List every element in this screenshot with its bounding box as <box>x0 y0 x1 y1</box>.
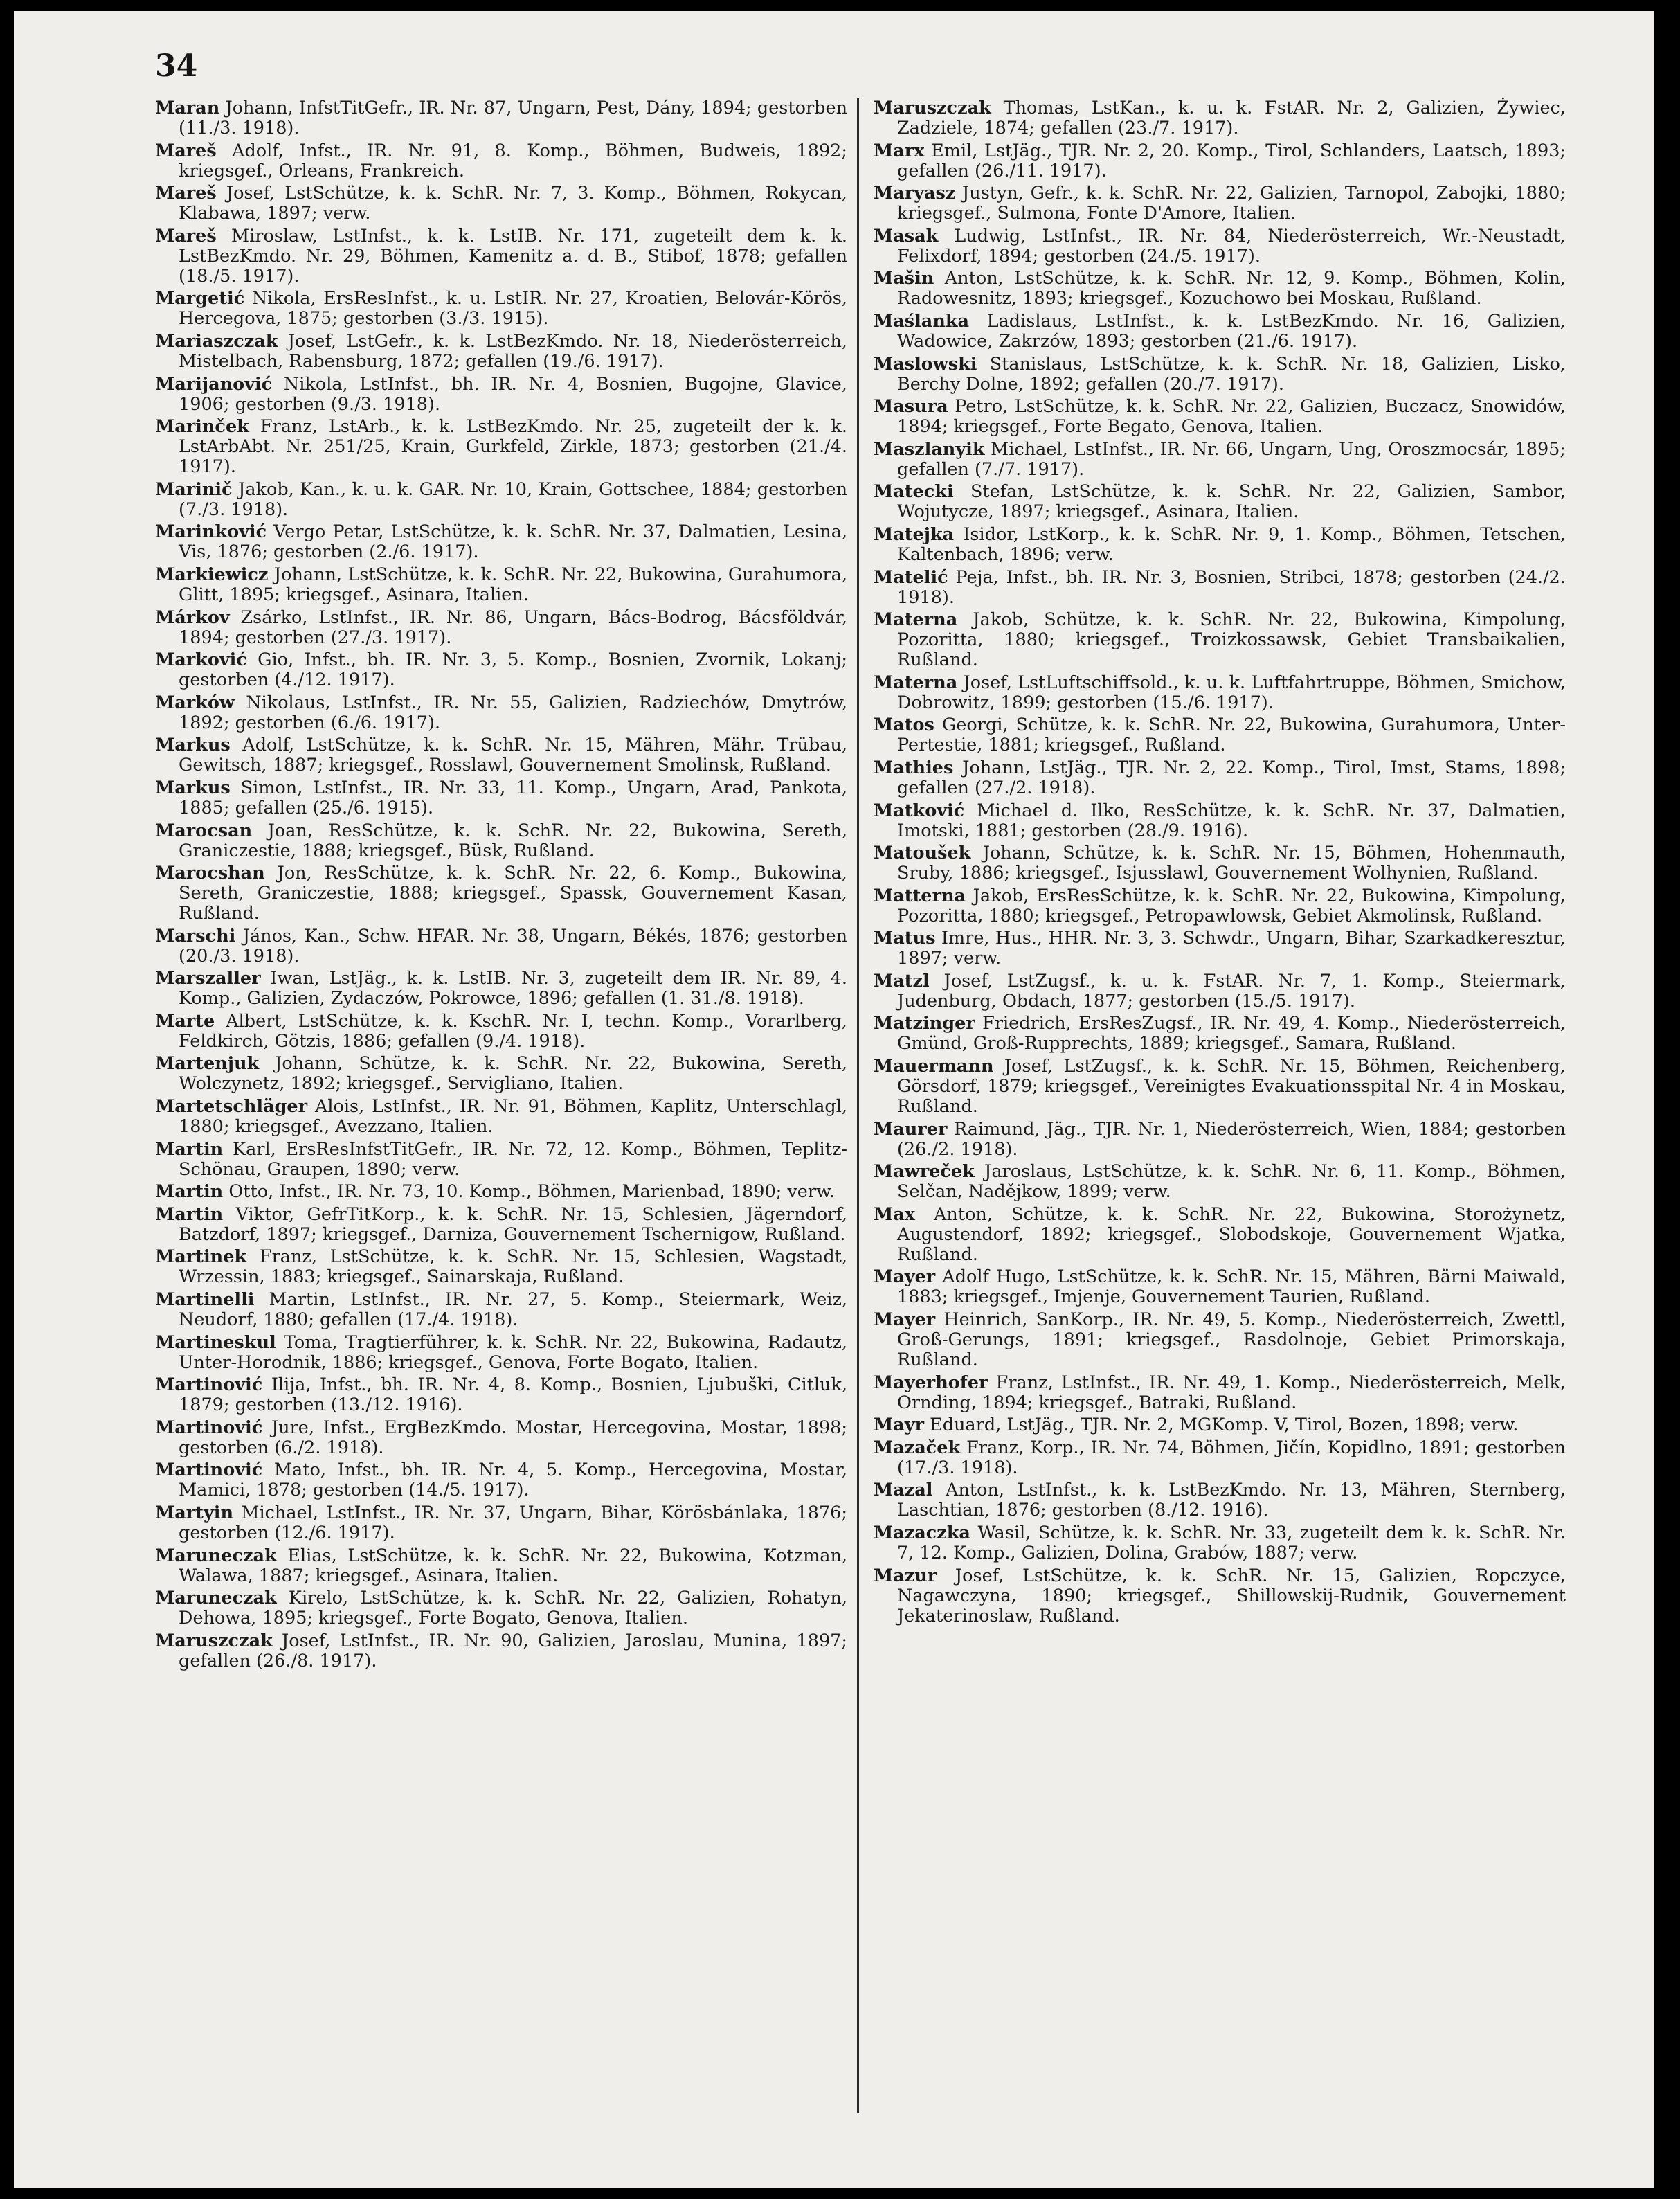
entry-surname: Matus <box>874 928 936 949</box>
entry-details: Albert, LstSchütze, k. k. KschR. Nr. I, techn. Komp., Vorarlberg, Feldkirch, Götzis, 1886; gefallen (9./4. 1918). <box>179 1010 848 1052</box>
entry-details: Adolf, Infst., IR. Nr. 91, 8. Komp., Böhmen, Budweis, 1892; kriegsgef., Orleans, Frankreich. <box>179 140 847 181</box>
register-entry <box>874 1014 1566 1054</box>
entry-details: Wasil, Schütze, k. k. SchR. Nr. 33, zugeteilt dem k. k. SchR. Nr. 7, 12. Komp., Galizien, Dolina, Grabów, 1887; verw. <box>897 1523 1566 1563</box>
register-entry <box>155 1418 847 1458</box>
entry-details: Mato, Infst., bh. IR. Nr. 4, 5. Komp., Hercegovina, Mostar, Mamici, 1878; gestorben (14./5. 1917). <box>179 1460 847 1501</box>
entry-surname: Matković <box>874 800 965 821</box>
entry-details: Alois, LstInfst., IR. Nr. 91, Böhmen, Kaplitz, Unterschlagl, 1880; kriegsgef., Avezzano, Italien. <box>179 1096 847 1138</box>
entry-surname: Marijanović <box>155 373 273 395</box>
entry-surname: Martinelli <box>155 1289 255 1311</box>
entry-surname: Markiewicz <box>155 564 269 585</box>
register-entry <box>155 417 847 477</box>
page <box>14 11 1654 2188</box>
entry-details: Josef, LstZugsf., k. u. k. FstAR. Nr. 7, 1. Komp., Steiermark, Judenburg, Obdach, 1877; gestorben (15./5. 1917). <box>897 970 1566 1012</box>
entry-details: Martin, LstInfst., IR. Nr. 27, 5. Komp., Steiermark, Weiz, Neudorf, 1880; gefallen (17./4. 1918). <box>179 1289 847 1331</box>
register-entry <box>874 568 1566 608</box>
entry-surname: Matelić <box>874 566 948 588</box>
register-entry <box>874 183 1566 224</box>
entry-details: Vergo Petar, LstSchütze, k. k. SchR. Nr. 37, Dalmatien, Lesina, Vis, 1876; gestorben (2./6. 1917). <box>179 521 847 563</box>
register-entry <box>155 1012 847 1052</box>
register-entry <box>155 778 847 818</box>
entry-details: Franz, Korp., IR. Nr. 74, Böhmen, Jičín, Kopidlno, 1891; gestorben (17./3. 1918). <box>897 1437 1566 1478</box>
entry-details: Jon, ResSchütze, k. k. SchR. Nr. 22, 6. Komp., Bukowina, Sereth, Graniczestie, 1888; kriegsgef., Spassk, Gouvernement Kasan, Rußland. <box>179 863 847 924</box>
entry-details: Kirelo, LstSchütze, k. k. SchR. Nr. 22, Galizien, Rohatyn, Dehowa, 1895; kriegsgef., Forte Bogato, Genova, Italien. <box>179 1588 847 1629</box>
entry-surname: Matoušek <box>874 843 971 864</box>
register-entry <box>874 482 1566 522</box>
register-entry <box>874 98 1566 138</box>
register-entry <box>874 1523 1566 1563</box>
entry-surname: Maran <box>155 98 220 118</box>
register-entry <box>155 863 847 924</box>
entry-surname: Martin <box>155 1138 224 1160</box>
register-entry <box>155 608 847 648</box>
register-entry <box>155 226 847 287</box>
entry-details: Otto, Infst., IR. Nr. 73, 10. Komp., Böhmen, Marienbad, 1890; verw. <box>228 1181 835 1203</box>
register-entry <box>155 735 847 775</box>
register-entry <box>155 98 847 138</box>
entry-details: Nikola, LstInfst., bh. IR. Nr. 4, Bosnien, Bugojne, Glavice, 1906; gestorben (9./3. 1918). <box>179 373 847 415</box>
register-entry <box>155 926 847 967</box>
entry-details: Josef, LstSchütze, k. k. SchR. Nr. 15, Galizien, Ropczyce, Nagawczyna, 1890; kriegsgef., Shillowskij-Rudnik, Gouvernement Jekaterinoslaw, Rußland. <box>897 1565 1566 1626</box>
register-entry <box>874 354 1566 395</box>
register-entry <box>155 1140 847 1180</box>
entry-surname: Mawreček <box>874 1161 975 1183</box>
register-entry <box>874 1057 1566 1117</box>
entry-details: Josef, LstSchütze, k. k. SchR. Nr. 7, 3. Komp., Böhmen, Rokycan, Klabawa, 1897; verw. <box>179 183 848 224</box>
page-number: 34 <box>155 48 198 84</box>
register-entry <box>155 650 847 690</box>
entry-details: Heinrich, SanKorp., IR. Nr. 49, 5. Komp., Niederösterreich, Zwettl, Groß-Gerungs, 1891; kriegsgef., Rasdolnoje, Gebiet Primorskaja, Rußland. <box>897 1309 1566 1371</box>
register-entry <box>155 183 847 224</box>
entry-details: Justyn, Gefr., k. k. SchR. Nr. 22, Galizien, Tarnopol, Zabojki, 1880; kriegsgef., Sulmona, Fonte D'Amore, Italien. <box>897 183 1566 224</box>
right-column <box>874 98 1566 1628</box>
entry-surname: Mareš <box>155 225 217 246</box>
entry-surname: Mariaszczak <box>155 330 278 352</box>
entry-details: Franz, LstArb., k. k. LstBezKmdo. Nr. 25, zugeteilt der k. k. LstArbAbt. Nr. 251/25, Krain, Gurkfeld, Zirkle, 1873; gestorben (21./4. 1917). <box>179 416 847 478</box>
entry-details: Emil, LstJäg., TJR. Nr. 2, 20. Komp., Tirol, Schlanders, Laatsch, 1893; gefallen (26./11. 1917). <box>897 140 1566 181</box>
register-entry <box>155 522 847 562</box>
entry-details: Michael, LstInfst., IR. Nr. 66, Ungarn, Ung, Oroszmocsár, 1895; gefallen (7./7. 1917). <box>897 438 1566 480</box>
register-entry <box>155 693 847 733</box>
register-entry <box>155 1546 847 1586</box>
register-entry <box>874 1162 1566 1202</box>
register-entry <box>874 1373 1566 1413</box>
column-divider <box>857 98 859 2113</box>
entry-surname: Matzl <box>874 970 930 991</box>
entry-details: Jaroslaus, LstSchütze, k. k. SchR. Nr. 6, 11. Komp., Böhmen, Selčan, Nadějkow, 1899; verw. <box>897 1161 1566 1203</box>
register-entry <box>874 1267 1566 1307</box>
register-entry <box>874 269 1566 309</box>
entry-surname: Matejka <box>874 523 955 545</box>
entry-details: Georgi, Schütze, k. k. SchR. Nr. 22, Bukowina, Gurahumora, Unter-Pertestie, 1881; kriegsgef., Rußland. <box>897 715 1566 756</box>
register-entry <box>874 928 1566 969</box>
entry-details: Miroslaw, LstInfst., k. k. LstIB. Nr. 171, zugeteilt dem k. k. LstBezKmdo. Nr. 29, Böhmen, Kamenitz a. d. B., Stibof, 1878; gefallen (18./5. 1917). <box>179 225 847 287</box>
entry-surname: Maruszczak <box>155 1630 273 1651</box>
entry-details: Franz, LstInfst., IR. Nr. 49, 1. Komp., Niederösterreich, Melk, Ornding, 1894; kriegsgef., Batraki, Rußland. <box>897 1372 1566 1413</box>
entry-details: Friedrich, ErsResZugsf., IR. Nr. 49, 4. Komp., Niederösterreich, Gmünd, Groß-Rupprechts, 1889; kriegsgef., Samara, Rußland. <box>897 1013 1566 1054</box>
register-entry <box>155 821 847 861</box>
register-entry <box>874 886 1566 926</box>
entry-surname: Mayer <box>874 1266 936 1288</box>
register-entry <box>874 610 1566 670</box>
entry-details: Jakob, ErsResSchütze, k. k. SchR. Nr. 22, Bukowina, Kimpolung, Pozoritta, 1880; kriegsgef., Petropawlowsk, Gebiet Akmolinsk, Rußland. <box>897 885 1566 926</box>
entry-details: Toma, Tragtierführer, k. k. SchR. Nr. 22, Bukowina, Radautz, Unter-Horodnik, 1886; kriegsgef., Genova, Forte Bogato, Italien. <box>179 1331 847 1373</box>
register-entry <box>155 1247 847 1287</box>
entry-details: Stefan, LstSchütze, k. k. SchR. Nr. 22, Galizien, Sambor, Wojutycze, 1897; kriegsgef., Asinara, Italien. <box>897 481 1566 523</box>
entry-details: Josef, LstGefr., k. k. LstBezKmdo. Nr. 18, Niederösterreich, Mistelbach, Rabensburg, 1872; gefallen (19./6. 1917). <box>179 330 847 372</box>
register-entry <box>155 480 847 520</box>
entry-surname: Martinović <box>155 1417 263 1438</box>
entry-surname: Marte <box>155 1010 215 1032</box>
entry-surname: Marocshan <box>155 863 265 884</box>
register-entry <box>874 525 1566 565</box>
entry-surname: Margetić <box>155 288 245 309</box>
register-entry <box>155 1054 847 1094</box>
register-entry <box>874 1205 1566 1265</box>
entry-details: Nikolaus, LstInfst., IR. Nr. 55, Galizien, Radziechów, Dmytrów, 1892; gestorben (6./6. 1917). <box>179 692 848 733</box>
register-entry <box>155 1182 847 1202</box>
entry-details: Josef, LstLuftschiffsold., k. u. k. Luftfahrtruppe, Böhmen, Smichow, Dobrowitz, 1899; gestorben (15./6. 1917). <box>897 672 1566 713</box>
entry-details: Franz, LstSchütze, k. k. SchR. Nr. 15, Schlesien, Wagstadt, Wrzessin, 1883; kriegsgef., Sainarskaja, Rußland. <box>179 1246 847 1288</box>
entry-surname: Mayr <box>874 1415 925 1436</box>
entry-surname: Marinček <box>155 416 249 438</box>
register-entry <box>155 1290 847 1330</box>
entry-surname: Marocsan <box>155 820 253 841</box>
entry-details: Iwan, LstJäg., k. k. LstIB. Nr. 3, zugeteilt dem IR. Nr. 89, 4. Komp., Galizien, Zydaczów, Pokrowce, 1896; gefallen (1. 31./8. 1918). <box>179 968 847 1009</box>
register-entry <box>874 715 1566 755</box>
entry-details: Nikola, ErsResInfst., k. u. LstIR. Nr. 27, Kroatien, Belovár-Körös, Hercegova, 1875; gestorben (3./3. 1915). <box>179 288 847 330</box>
entry-surname: Maslowski <box>874 353 977 375</box>
register-entry <box>155 1588 847 1628</box>
entry-details: Simon, LstInfst., IR. Nr. 33, 11. Komp., Ungarn, Arad, Pankota, 1885; gefallen (25./6. 1915). <box>179 777 847 818</box>
register-entry <box>874 1120 1566 1160</box>
entry-surname: Martineskul <box>155 1331 276 1353</box>
entry-details: Petro, LstSchütze, k. k. SchR. Nr. 22, Galizien, Buczacz, Snowidów, 1894; kriegsgef., Forte Begato, Genova, Italien. <box>897 396 1566 438</box>
entry-surname: Martin <box>155 1181 224 1203</box>
entry-details: Michael d. Ilko, ResSchütze, k. k. SchR. Nr. 37, Dalmatien, Imotski, 1881; gestorben (28./9. 1916). <box>897 800 1566 841</box>
entry-surname: Marinković <box>155 521 267 543</box>
entry-details: Jure, Infst., ErgBezKmdo. Mostar, Hercegovina, Mostar, 1898; gestorben (6./2. 1918). <box>179 1417 848 1458</box>
register-entry <box>874 226 1566 267</box>
entry-details: Joan, ResSchütze, k. k. SchR. Nr. 22, Bukowina, Sereth, Graniczestie, 1888; kriegsgef., Büsk, Rußland. <box>179 820 847 861</box>
entry-details: Anton, Schütze, k. k. SchR. Nr. 22, Bukowina, Storożynetz, Augustendorf, 1892; kriegsgef., Slobodskoje, Gouvernement Wjatka, Rußland. <box>897 1203 1566 1265</box>
entry-details: Imre, Hus., HHR. Nr. 3, 3. Schwdr., Ungarn, Bihar, Szarkadkeresztur, 1897; verw. <box>897 928 1566 969</box>
entry-details: Adolf, LstSchütze, k. k. SchR. Nr. 15, Mähren, Mähr. Trübau, Gewitsch, 1887; kriegsgef., Rosslawl, Gouvernement Smolinsk, Rußland. <box>179 735 848 776</box>
entry-details: Johann, LstJäg., TJR. Nr. 2, 22. Komp., Tirol, Imst, Stams, 1898; gefallen (27./2. 1918). <box>897 757 1566 798</box>
entry-details: Jakob, Schütze, k. k. SchR. Nr. 22, Bukowina, Kimpolung, Pozoritta, 1880; kriegsgef., Troizkossawsk, Gebiet Transbaikalien, Rußland. <box>897 609 1566 671</box>
entry-surname: Martinek <box>155 1246 247 1268</box>
register-entry <box>874 1480 1566 1520</box>
register-entry <box>155 1333 847 1373</box>
entry-details: Michael, LstInfst., IR. Nr. 37, Ungarn, Bihar, Körösbánlaka, 1876; gestorben (12./6. 1917). <box>179 1502 847 1543</box>
entry-details: Johann, Schütze, k. k. SchR. Nr. 15, Böhmen, Hohenmauth, Sruby, 1886; kriegsgef., Isjusslawl, Gouvernement Wolhynien, Rußland. <box>897 843 1566 884</box>
entry-details: Eduard, LstJäg., TJR. Nr. 2, MGKomp. V, Tirol, Bozen, 1898; verw. <box>930 1415 1519 1436</box>
register-entry <box>874 440 1566 480</box>
entry-surname: Mazaczka <box>874 1523 970 1543</box>
entry-surname: Marków <box>155 692 235 713</box>
entry-details: Anton, LstSchütze, k. k. SchR. Nr. 12, 9. Komp., Böhmen, Kolin, Radowesnitz, 1893; kriegsgef., Kozuchowo bei Moskau, Rußland. <box>897 268 1566 309</box>
entry-details: Peja, Infst., bh. IR. Nr. 3, Bosnien, Stribci, 1878; gestorben (24./2. 1918). <box>897 566 1566 608</box>
entry-details: Zsárko, LstInfst., IR. Nr. 86, Ungarn, Bács-Bodrog, Bácsföldvár, 1894; gestorben (27./3. 1917). <box>179 607 848 648</box>
register-entry <box>874 673 1566 713</box>
entry-surname: Martin <box>155 1203 224 1225</box>
register-entry <box>155 1097 847 1137</box>
entry-surname: Mazal <box>874 1480 933 1501</box>
entry-surname: Matos <box>874 715 934 736</box>
entry-surname: Masak <box>874 225 939 246</box>
entry-details: Raimund, Jäg., TJR. Nr. 1, Niederösterreich, Wien, 1884; gestorben (26./2. 1918). <box>897 1118 1566 1160</box>
entry-surname: Mašin <box>874 268 934 289</box>
entry-details: Ilija, Infst., bh. IR. Nr. 4, 8. Komp., Bosnien, Ljubuški, Citluk, 1879; gestorben (13./12. 1916). <box>179 1374 847 1416</box>
entry-surname: Markus <box>155 777 231 798</box>
entry-surname: Martinović <box>155 1374 263 1396</box>
entry-surname: Marszaller <box>155 968 261 989</box>
register-entry <box>874 971 1566 1012</box>
entry-surname: Mazaček <box>874 1437 961 1458</box>
register-entry <box>155 1503 847 1543</box>
entry-details: Johann, InfstTitGefr., IR. Nr. 87, Ungarn, Pest, Dány, 1894; gestorben (11./3. 1918). <box>179 98 847 138</box>
entry-surname: Maślanka <box>874 310 970 332</box>
register-entry <box>874 141 1566 181</box>
entry-surname: Materna <box>874 609 958 631</box>
entry-surname: Markus <box>155 735 231 756</box>
entry-details: Adolf Hugo, LstSchütze, k. k. SchR. Nr. 15, Mähren, Bärni Maiwald, 1883; kriegsgef., Imjenje, Gouvernement Taurien, Rußland. <box>897 1266 1566 1308</box>
entry-surname: Marinič <box>155 478 233 500</box>
register-entry <box>874 1566 1566 1626</box>
entry-details: Karl, ErsResInfstTitGefr., IR. Nr. 72, 12. Komp., Böhmen, Teplitz-Schönau, Graupen, 1890; verw. <box>179 1138 847 1180</box>
register-entry <box>155 375 847 415</box>
entry-surname: Mareš <box>155 183 217 204</box>
entry-surname: Martenjuk <box>155 1053 260 1075</box>
entry-surname: Marx <box>874 140 925 161</box>
entry-surname: Mauermann <box>874 1056 994 1077</box>
register-entry <box>155 289 847 329</box>
register-entry <box>874 758 1566 798</box>
entry-surname: Max <box>874 1203 915 1225</box>
entry-details: Isidor, LstKorp., k. k. SchR. Nr. 9, 1. Komp., Böhmen, Tetschen, Kaltenbach, 1896; verw. <box>897 523 1566 565</box>
entry-details: Johann, Schütze, k. k. SchR. Nr. 22, Bukowina, Sereth, Wolczynetz, 1892; kriegsgef., Servigliano, Italien. <box>179 1053 847 1095</box>
entry-surname: Marković <box>155 649 247 671</box>
entry-surname: Matterna <box>874 885 966 906</box>
register-entry <box>874 397 1566 437</box>
entry-surname: Mareš <box>155 140 217 161</box>
entry-details: Ludwig, LstInfst., IR. Nr. 84, Niederösterreich, Wr.-Neustadt, Felixdorf, 1894; gestorben (24./5. 1917). <box>897 225 1566 267</box>
register-entry <box>155 1375 847 1415</box>
entry-surname: Marschi <box>155 925 236 946</box>
entry-surname: Maruneczak <box>155 1545 277 1566</box>
entry-surname: Maryasz <box>874 183 956 204</box>
entry-surname: Maurer <box>874 1118 948 1140</box>
entry-surname: Martinović <box>155 1460 263 1481</box>
entry-surname: Martetschläger <box>155 1096 308 1118</box>
register-entry <box>874 801 1566 841</box>
register-entry <box>874 843 1566 883</box>
entry-details: Gio, Infst., bh. IR. Nr. 3, 5. Komp., Bosnien, Zvornik, Lokanj; gestorben (4./12. 1917). <box>179 649 847 691</box>
entry-details: Stanislaus, LstSchütze, k. k. SchR. Nr. 18, Galizien, Lisko, Berchy Dolne, 1892; gefallen (20./7. 1917). <box>897 353 1566 395</box>
entry-surname: Márkov <box>155 607 230 628</box>
register-entry <box>874 312 1566 352</box>
entry-details: Thomas, LstKan., k. u. k. FstAR. Nr. 2, Galizien, Żywiec, Zadziele, 1874; gefallen (23./7. 1917). <box>897 98 1566 138</box>
entry-surname: Mayer <box>874 1309 936 1331</box>
register-entry <box>155 565 847 605</box>
entry-details: Anton, LstInfst., k. k. LstBezKmdo. Nr. 13, Mähren, Sternberg, Laschtian, 1876; gestorben (8./12. 1916). <box>897 1480 1566 1521</box>
entry-details: Josef, LstInfst., IR. Nr. 90, Galizien, Jaroslau, Munina, 1897; gefallen (26./8. 1917). <box>179 1630 847 1671</box>
entry-surname: Maruszczak <box>874 98 991 118</box>
entry-surname: Mayerhofer <box>874 1372 988 1393</box>
entry-surname: Maruneczak <box>155 1588 277 1609</box>
register-entry <box>155 332 847 372</box>
entry-details: Jakob, Kan., k. u. k. GAR. Nr. 10, Krain, Gottschee, 1884; gestorben (7./3. 1918). <box>179 478 848 520</box>
register-entry <box>155 141 847 181</box>
entry-surname: Mazur <box>874 1565 937 1586</box>
entry-surname: Masura <box>874 396 948 418</box>
entry-surname: Mathies <box>874 757 954 778</box>
entry-details: Johann, LstSchütze, k. k. SchR. Nr. 22, Bukowina, Gurahumora, Glitt, 1895; kriegsgef., Asinara, Italien. <box>179 564 847 605</box>
entry-details: Viktor, GefrTitKorp., k. k. SchR. Nr. 15, Schlesien, Jägerndorf, Batzdorf, 1897; kriegsgef., Darniza, Gouvernement Tschernigow, Rußland. <box>179 1203 847 1245</box>
entry-surname: Martyin <box>155 1502 234 1523</box>
left-column <box>155 98 847 1673</box>
entry-surname: Maszlanyik <box>874 438 985 460</box>
register-entry <box>874 1310 1566 1370</box>
entry-details: Josef, LstZugsf., k. k. SchR. Nr. 15, Böhmen, Reichenberg, Görsdorf, 1879; kriegsgef., Vereinigtes Evakuationsspital Nr. 4 in Moskau, Rußland. <box>897 1056 1566 1118</box>
register-entry <box>155 1460 847 1500</box>
entry-details: Elias, LstSchütze, k. k. SchR. Nr. 22, Bukowina, Kotzman, Walawa, 1887; kriegsgef., Asinara, Italien. <box>179 1545 847 1586</box>
register-entry <box>155 969 847 1009</box>
entry-details: János, Kan., Schw. HFAR. Nr. 38, Ungarn, Békés, 1876; gestorben (20./3. 1918). <box>179 925 847 967</box>
register-entry <box>155 1631 847 1671</box>
register-entry <box>155 1205 847 1245</box>
entry-surname: Matecki <box>874 481 954 503</box>
register-entry <box>874 1438 1566 1478</box>
register-entry <box>874 1415 1566 1435</box>
entry-details: Ladislaus, LstInfst., k. k. LstBezKmdo. Nr. 16, Galizien, Wadowice, Zakrzów, 1893; gestorben (21./6. 1917). <box>897 310 1566 352</box>
entry-surname: Matzinger <box>874 1013 975 1034</box>
entry-surname: Materna <box>874 672 958 693</box>
